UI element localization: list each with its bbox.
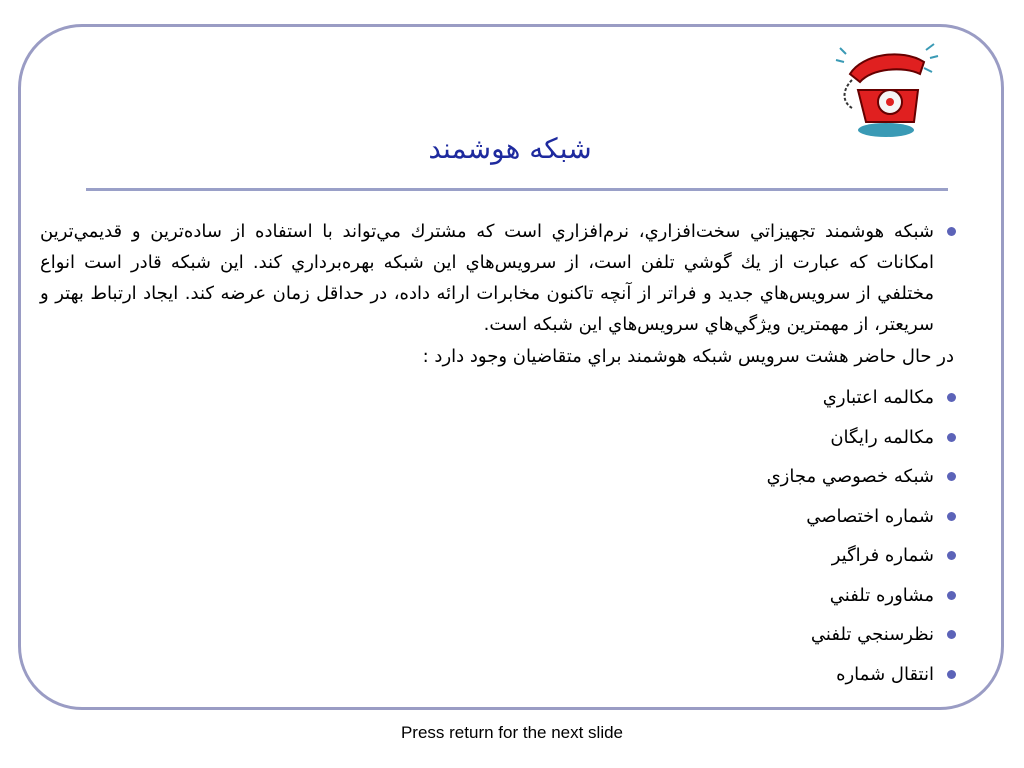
bullet-icon (947, 472, 956, 481)
next-slide-hint[interactable]: Press return for the next slide (400, 723, 624, 742)
intro-text: شبکه هوشمند تجهيزاتي سخت‌افزاري، نرم‌افزاري است که مشترك مي‌تواند با استفاده از ساده‌ترين و قديمي‌ترين امکانات که عبارت از يك گوشي تلفن است، از سرويس‌هاي اين شبکه بهره‌برداري کند. اين شبکه قادر است انواع مختلفي از سرويس‌هاي جديد و فراتر از آنچه تاکنون مخابرات ارائه داده، در حداقل زمان عرضه کند. ايجاد ارتباط بهتر و سريعتر، از مهمترين ويژگي‌هاي سرويس‌هاي اين شبکه است. (40, 221, 934, 335)
list-item: مکالمه اعتباري (30, 378, 934, 418)
list-item: نظرسنجي تلفني (30, 615, 934, 655)
list-item: شماره اختصاصي (30, 497, 934, 537)
list-item: مشاوره تلفني (30, 576, 934, 616)
list-item: شبکه خصوصي مجازي (30, 457, 934, 497)
intro-paragraph (40, 216, 934, 340)
bullet-icon (947, 591, 956, 600)
bullet-icon (947, 227, 956, 236)
title-divider (86, 188, 948, 191)
sub-intro: در حال حاضر هشت سرويس شبکه هوشمند براي متقاضيان وجود دارد : (422, 346, 954, 367)
list-item: شماره فراگير (30, 536, 934, 576)
slide-content (30, 216, 960, 694)
red-telephone-icon (832, 40, 940, 140)
list-item: انتقال شماره (30, 655, 934, 695)
slide-title: شبکه هوشمند (428, 132, 592, 165)
services-list (30, 378, 934, 694)
bullet-icon (947, 433, 956, 442)
bullet-icon (947, 630, 956, 639)
bullet-icon (947, 393, 956, 402)
list-item: مکالمه رايگان (30, 418, 934, 458)
bullet-icon (947, 512, 956, 521)
bullet-icon (947, 670, 956, 679)
bullet-icon (947, 551, 956, 560)
